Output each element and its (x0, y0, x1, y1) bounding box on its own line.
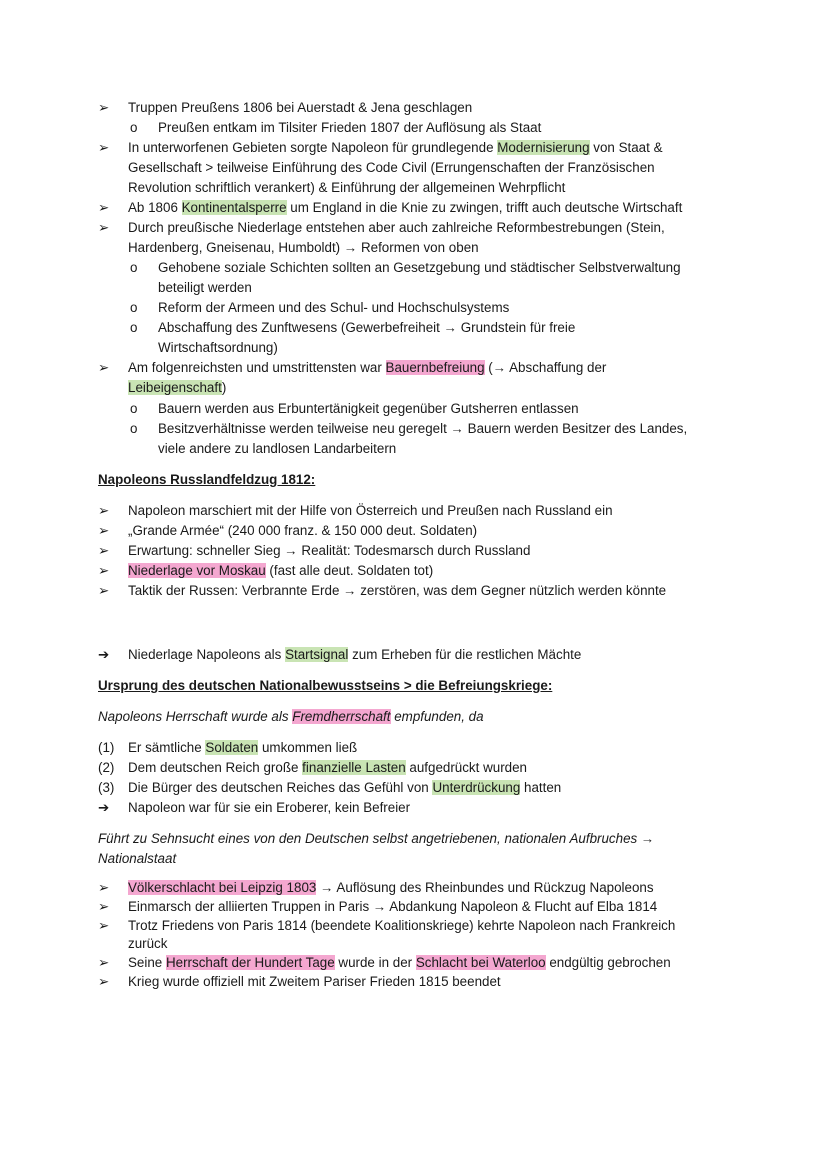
text-span: um England in die Knie zu zwingen, trifft auch deutsche Wirtschaft (286, 200, 683, 215)
highlight-pink: Völkerschlacht bei Leipzig 1803 (128, 880, 317, 895)
sub-bullet-marker: o (130, 300, 138, 315)
text-span: hatten (520, 780, 562, 795)
text-line: Krieg wurde offiziell mit Zweitem Pariser Frieden 1815 beendet (128, 974, 501, 989)
text-span: Seine (128, 955, 166, 970)
text-span: ) (221, 380, 227, 395)
text-line: Taktik der Russen: Verbrannte Erde → zerstören, was dem Gegner nützlich werden könnte (128, 583, 667, 598)
text-line (128, 378, 226, 398)
highlight-green: finanzielle Lasten (302, 760, 406, 775)
text-line: Trotz Friedens von Paris 1814 (beendete Koalitionskriege) kehrte Napoleon nach Frankreich (128, 918, 676, 933)
text-line: Truppen Preußens 1806 bei Auerstadt & Jena geschlagen (128, 100, 473, 115)
number-marker: (1) (98, 740, 115, 755)
text-span: (fast alle deut. Soldaten tot) (265, 563, 434, 578)
highlight-green: Modernisierung (497, 140, 590, 155)
text-line: viele andere zu landlosen Landarbeitern (158, 441, 397, 456)
text-line: Wirtschaftsordnung) (158, 340, 278, 355)
text-line (128, 878, 654, 898)
sub-bullet-marker: o (130, 421, 138, 436)
highlight-pink: Niederlage vor Moskau (128, 563, 266, 578)
text-span: Niederlage Napoleons als (128, 647, 286, 662)
text-line: Erwartung: schneller Sieg → Realität: Todesmarsch durch Russland (128, 543, 531, 558)
text-line: beteiligt werden (158, 280, 252, 295)
section-heading-befreiungskriege: Ursprung des deutschen Nationalbewusstseins > die Befreiungskriege: (98, 678, 553, 693)
bullet-marker: ➢ (98, 200, 110, 215)
arrow-marker: ➔ (98, 800, 110, 815)
highlight-green: Kontinentalsperre (181, 200, 287, 215)
text-span: Napoleons Herrschaft wurde als (98, 709, 293, 724)
text-line: Gesellschaft > teilweise Einführung des Code Civil (Errungenschaften der Französischen (128, 160, 655, 175)
text-span: Am folgenreichsten und umstrittensten war (128, 360, 386, 375)
text-line: Reform der Armeen und des Schul- und Hochschulsystems (158, 300, 510, 315)
highlight-pink: Herrschaft der Hundert Tage (165, 955, 335, 970)
bullet-marker: ➢ (98, 918, 110, 933)
text-span: endgültig gebrochen (545, 955, 671, 970)
text-line: zurück (128, 936, 168, 951)
text-line: Preußen entkam im Tilsiter Frieden 1807 der Auflösung als Staat (158, 120, 542, 135)
bullet-marker: ➢ (98, 583, 110, 598)
bullet-marker: ➢ (98, 523, 110, 538)
sub-bullet-marker: o (130, 401, 138, 416)
text-line (128, 758, 527, 778)
text-line (128, 738, 357, 758)
section-heading-russlandfeldzug: Napoleons Russlandfeldzug 1812: (98, 472, 316, 487)
highlight-green: Startsignal (285, 647, 349, 662)
text-line (128, 138, 663, 158)
text-span: von Staat & (589, 140, 663, 155)
highlight-pink: Schlacht bei Waterloo (415, 955, 546, 970)
text-line (128, 358, 606, 378)
text-line: Gehobene soziale Schichten sollten an Gesetzgebung und städtischer Selbstverwaltung (158, 260, 681, 275)
text-line (128, 198, 682, 218)
text-span: Er sämtliche (128, 740, 206, 755)
bullet-marker: ➢ (98, 899, 110, 914)
text-line: Napoleon war für sie ein Eroberer, kein Befreier (128, 800, 411, 815)
text-line: Napoleon marschiert mit der Hilfe von Österreich und Preußen nach Russland ein (128, 503, 613, 518)
bullet-marker: ➢ (98, 503, 110, 518)
highlight-pink: Fremdherrschaft (292, 709, 391, 724)
sub-bullet-marker: o (130, 260, 138, 275)
text-line: „Grande Armée“ (240 000 franz. & 150 000 deut. Soldaten) (128, 523, 478, 538)
text-line: Abschaffung des Zunftwesens (Gewerbefreiheit → Grundstein für freie (158, 320, 576, 335)
highlight-pink: Bauernbefreiung (385, 360, 485, 375)
bullet-marker: ➢ (98, 563, 110, 578)
text-line: Hardenberg, Gneisenau, Humboldt) → Reformen von oben (128, 240, 479, 255)
text-line: Revolution schriftlich verankert) & Einführung der allgemeinen Wehrpflicht (128, 180, 566, 195)
text-span: zum Erheben für die restlichen Mächte (348, 647, 582, 662)
text-line: Führt zu Sehnsucht eines von den Deutschen selbst angetriebenen, nationalen Aufbruches → (98, 831, 655, 846)
highlight-green: Leibeigenschaft (128, 380, 222, 395)
arrow-marker: ➔ (98, 647, 110, 662)
text-span: (→ Abschaffung der (484, 360, 607, 375)
sub-bullet-marker: o (130, 120, 138, 135)
text-line: Bauern werden aus Erbuntertänigkeit gegenüber Gutsherren entlassen (158, 401, 579, 416)
text-line (128, 953, 671, 973)
text-span: aufgedrückt wurden (405, 760, 527, 775)
sub-bullet-marker: o (130, 320, 138, 335)
text-span: In unterworfenen Gebieten sorgte Napoleon für grundlegende (128, 140, 498, 155)
number-marker: (2) (98, 760, 115, 775)
text-span: umkommen ließ (258, 740, 358, 755)
bullet-marker: ➢ (98, 220, 110, 235)
text-line: Einmarsch der alliierten Truppen in Paris → Abdankung Napoleon & Flucht auf Elba 1814 (128, 899, 658, 914)
text-line: Durch preußische Niederlage entstehen aber auch zahlreiche Reformbestrebungen (Stein, (128, 220, 665, 235)
number-marker: (3) (98, 780, 115, 795)
text-line (98, 707, 484, 727)
highlight-green: Soldaten (205, 740, 259, 755)
bullet-marker: ➢ (98, 100, 110, 115)
text-span: empfunden, da (390, 709, 484, 724)
bullet-marker: ➢ (98, 955, 110, 970)
text-span: Dem deutschen Reich große (128, 760, 303, 775)
text-span: wurde in der (334, 955, 416, 970)
text-line (128, 778, 561, 798)
highlight-green: Unterdrückung (432, 780, 521, 795)
text-span: → Auflösung des Rheinbundes und Rückzug Napoleons (316, 880, 654, 895)
bullet-marker: ➢ (98, 360, 110, 375)
text-span: Die Bürger des deutschen Reiches das Gefühl von (128, 780, 433, 795)
text-line: Besitzverhältnisse werden teilweise neu geregelt → Bauern werden Besitzer des Landes, (158, 421, 688, 436)
bullet-marker: ➢ (98, 880, 110, 895)
text-span: Ab 1806 (128, 200, 182, 215)
text-line (128, 561, 433, 581)
text-line: Nationalstaat (98, 851, 177, 866)
bullet-marker: ➢ (98, 543, 110, 558)
bullet-marker: ➢ (98, 140, 110, 155)
text-line (128, 645, 581, 665)
bullet-marker: ➢ (98, 974, 110, 989)
